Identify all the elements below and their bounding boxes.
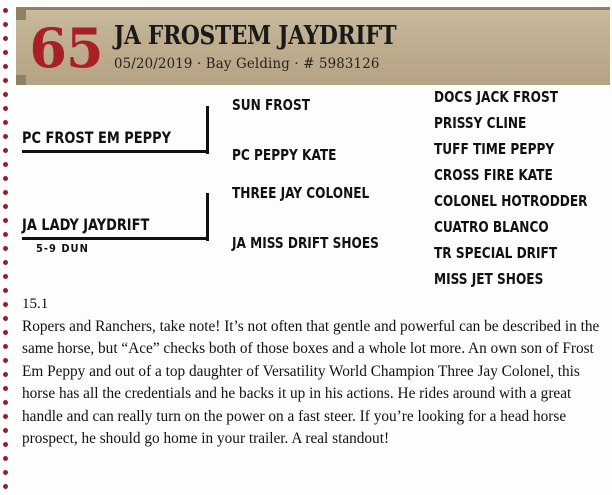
pedigree-entry [232, 146, 348, 164]
perforation-dot [3, 358, 8, 363]
pedigree-name: CUATRO BLANCO [434, 218, 549, 236]
pedigree-entry [232, 96, 319, 114]
perforation-dot [3, 302, 8, 307]
perforation-dot [3, 36, 8, 41]
sire-bracket [206, 106, 209, 154]
perforation-dot [3, 204, 8, 209]
perforation-dot [3, 274, 8, 279]
pedigree-name: PRISSY CLINE [434, 114, 527, 132]
lot-number-box [16, 10, 108, 85]
pedigree-name: THREE JAY COLONEL [232, 184, 370, 202]
lot-number: 65 [29, 15, 103, 80]
sire-name: PC FROST EM PEPPY [22, 128, 171, 147]
perforation-dot [3, 92, 8, 97]
perforation-dot [3, 190, 8, 195]
perforation-dot [3, 344, 8, 349]
dam-entry [22, 215, 163, 255]
perforation-dot [3, 232, 8, 237]
perforation-dot [3, 316, 8, 321]
perforation-dot [3, 428, 8, 433]
perforation-dot [3, 484, 8, 489]
perforation-dot [3, 442, 8, 447]
horse-name: JA FROSTEM JAYDRIFT [114, 20, 397, 51]
pedigree-entry [434, 218, 561, 236]
pedigree-entry [434, 270, 555, 288]
perforation-dot [3, 400, 8, 405]
perforation-dot [3, 176, 8, 181]
dam-detail: 5-9 DUN [36, 242, 89, 255]
perforation-dot [3, 148, 8, 153]
pedigree-name: SUN FROST [232, 96, 311, 114]
dam-underline [22, 237, 206, 240]
perforation-dot [3, 470, 8, 475]
perforation-dot [3, 106, 8, 111]
corner-accent-top [16, 10, 26, 20]
perforation-dot [3, 372, 8, 377]
dam-name: JA LADY JAYDRIFT [22, 215, 150, 234]
pedigree-name: JA MISS DRIFT SHOES [232, 234, 379, 252]
perforation-dot [3, 260, 8, 265]
perforation-dot [3, 64, 8, 69]
perforation-dot [3, 162, 8, 167]
pedigree-entry [434, 244, 571, 262]
pedigree-entry [434, 114, 537, 132]
perforation-dot [3, 22, 8, 27]
perforation-dot [3, 456, 8, 461]
pedigree-name: DOCS JACK FROST [434, 88, 559, 106]
perforation-dot [3, 8, 8, 13]
perforation-dot [3, 288, 8, 293]
perforation-rail [0, 0, 16, 495]
sire-underline [22, 150, 206, 153]
horse-header [16, 7, 610, 85]
pedigree-name: TUFF TIME PEPPY [434, 140, 555, 158]
pedigree-name: COLONEL HOTRODDER [434, 192, 588, 210]
pedigree-entry [434, 166, 566, 184]
pedigree-chart [22, 88, 607, 288]
description-text: Ropers and Ranchers, take note! It’s not often that gentle and powerful can be described in the same horse, but “Ace” checks both of those boxes and a whole lot more. An own son of Frost Em Peppy and out of a top daughter of Versatility World Champion Three Jay Colonel, this horse has all the credentials and he backs it up in his actions. He rides around with a great handle and can really turn on the power on a fast steer. If you’re looking for a head horse prospect, he should go home in your trailer. A real standout! [22, 318, 600, 448]
perforation-dot [3, 120, 8, 125]
pedigree-entry [434, 88, 572, 106]
perforation-dot [3, 330, 8, 335]
pedigree-entry [232, 184, 385, 202]
pedigree-name: TR SPECIAL DRIFT [434, 244, 558, 262]
pedigree-name: PC PEPPY KATE [232, 146, 337, 164]
pedigree-entry [232, 234, 395, 252]
perforation-dot [3, 218, 8, 223]
pedigree-name: MISS JET SHOES [434, 270, 544, 288]
pedigree-name: CROSS FIRE KATE [434, 166, 553, 184]
dam-bracket [206, 193, 209, 241]
perforation-dot [3, 78, 8, 83]
pedigree-entry [434, 192, 605, 210]
horse-meta: 05/20/2019 · Bay Gelding · # 5983126 [114, 56, 380, 73]
time-value: 15.1 [22, 296, 49, 312]
horse-title-box [108, 10, 610, 85]
pedigree-entry [434, 140, 568, 158]
perforation-dot [3, 246, 8, 251]
perforation-dot [3, 386, 8, 391]
perforation-dot [3, 50, 8, 55]
sire-entry [22, 128, 188, 147]
perforation-dot [3, 134, 8, 139]
corner-accent-bottom [16, 75, 26, 85]
perforation-dot [3, 414, 8, 419]
